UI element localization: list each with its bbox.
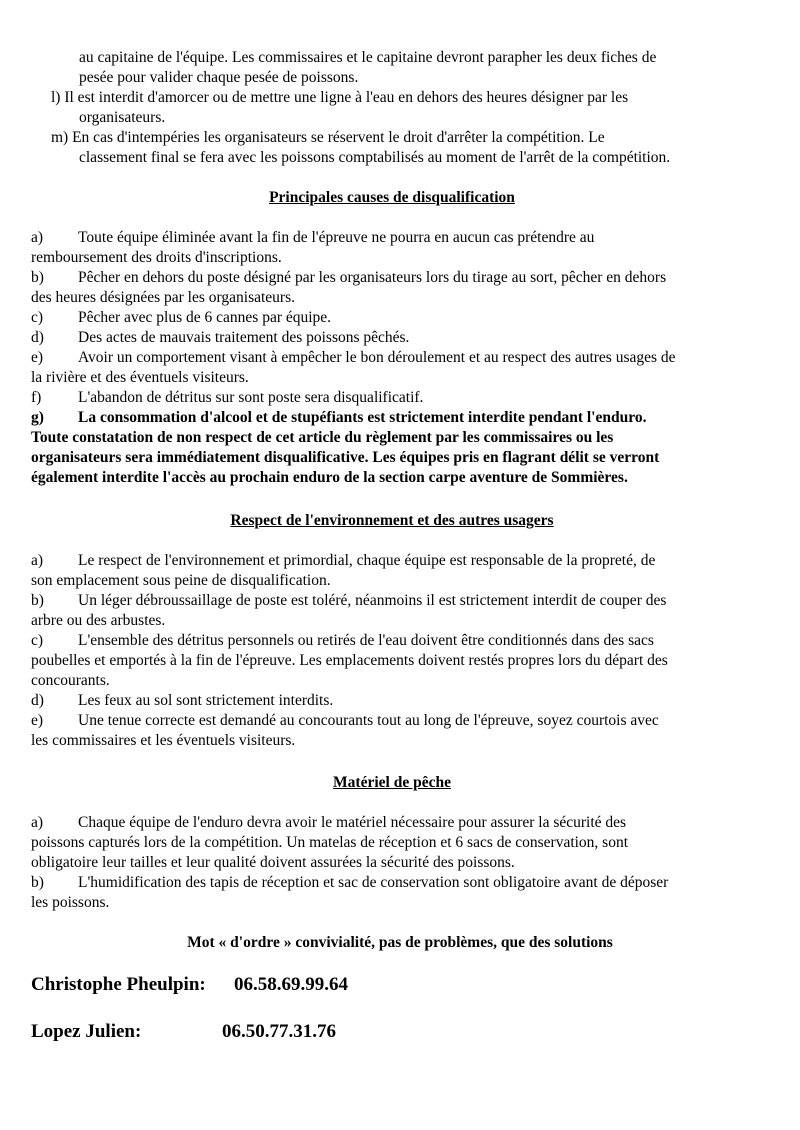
gear-a-text: Chaque équipe de l'enduro devra avoir le matériel nécessaire pour assurer la sécurité des xyxy=(78,814,627,831)
gear-b-line-1 xyxy=(31,873,668,893)
disq-c-text: Pêcher avec plus de 6 cannes par équipe. xyxy=(78,309,332,326)
item-m-line-2: classement final se fera avec les poissons comptabilisés au moment de l'arrêt de la compétition. xyxy=(79,149,671,166)
disq-e-line-1 xyxy=(31,348,676,368)
disq-a-label: a) xyxy=(31,229,44,246)
env-c-label: c) xyxy=(31,632,44,649)
disq-g-label: g) xyxy=(31,409,44,426)
env-a-label: a) xyxy=(31,552,44,569)
k-cont-line-2: pesée pour valider chaque pesée de poissons. xyxy=(79,69,359,86)
gear-a-line-2: poissons capturés lors de la compétition. Un matelas de réception et 6 sacs de conservation, sont xyxy=(31,834,629,851)
disq-d-text: Des actes de mauvais traitement des poissons pêchés. xyxy=(78,329,410,346)
motto: Mot « d'ordre » convivialité, pas de problèmes, que des solutions xyxy=(187,934,613,951)
section-title-disqualification: Principales causes de disqualification xyxy=(269,189,515,206)
disq-e-label: e) xyxy=(31,349,44,366)
gear-b-label: b) xyxy=(31,874,44,891)
item-m-line-1: m) En cas d'intempéries les organisateurs se réservent le droit d'arrêter la compétition. Le xyxy=(51,129,605,146)
disq-f-label: f) xyxy=(31,389,42,406)
env-b-line-2: arbre ou des arbustes. xyxy=(31,612,166,629)
disq-a-line-2: remboursement des droits d'inscriptions. xyxy=(31,249,282,266)
gear-a-line-3: obligatoire leur tailles et leur qualité doivent assurées la sécurité des poissons. xyxy=(31,854,515,871)
contact-phone-2[interactable]: 06.50.77.31.76 xyxy=(222,1021,336,1042)
disq-d-line-1 xyxy=(31,328,409,348)
env-e-text: Une tenue correcte est demandé au concourants tout au long de l'épreuve, soyez courtois avec xyxy=(78,712,659,729)
disq-g-line-4: également interdite l'accès au prochain enduro de la section carpe aventure de Sommières. xyxy=(31,469,628,486)
section-title-environment: Respect de l'environnement et des autres usagers xyxy=(230,512,554,529)
env-d-line-1 xyxy=(31,691,333,711)
env-d-label: d) xyxy=(31,692,44,709)
disq-c-label: c) xyxy=(31,309,44,326)
gear-b-text: L'humidification des tapis de réception et sac de conservation sont obligatoire avant de déposer xyxy=(78,874,669,891)
gear-a-line-1 xyxy=(31,813,626,833)
gear-a-label: a) xyxy=(31,814,44,831)
item-l-line-1: l) Il est interdit d'amorcer ou de mettre une ligne à l'eau en dehors des heures désigner par les xyxy=(51,89,629,106)
section-title-gear: Matériel de pêche xyxy=(333,774,451,791)
disq-a-line-1 xyxy=(31,228,594,248)
env-c-line-1 xyxy=(31,631,654,651)
disq-b-line-2: des heures désignées par les organisateurs. xyxy=(31,289,295,306)
env-a-line-1 xyxy=(31,551,655,571)
disq-b-line-1 xyxy=(31,268,666,288)
disq-e-line-2: la rivière et des éventuels visiteurs. xyxy=(31,369,249,386)
env-b-text: Un léger débroussaillage de poste est toléré, néanmoins il est strictement interdit de couper des xyxy=(78,592,667,609)
disq-g-line-3: organisateurs sera immédiatement disqualificative. Les équipes pris en flagrant délit se verront xyxy=(31,449,660,466)
k-cont-line-1: au capitaine de l'équipe. Les commissaires et le capitaine devront parapher les deux fiches de xyxy=(79,49,657,66)
contact-name-1: Christophe Pheulpin: xyxy=(31,974,206,995)
env-c-text: L'ensemble des détritus personnels ou retirés de l'eau doivent être conditionnés dans des sacs xyxy=(78,632,654,649)
disq-b-text: Pêcher en dehors du poste désigné par les organisateurs lors du tirage au sort, pêcher en dehors xyxy=(78,269,667,286)
disq-g-text: La consommation d'alcool et de stupéfiants est strictement interdite pendant l'enduro. xyxy=(78,409,647,426)
disq-f-text: L'abandon de détritus sur sont poste sera disqualificatif. xyxy=(78,389,424,406)
env-b-label: b) xyxy=(31,592,44,609)
item-l-line-2: organisateurs. xyxy=(79,109,166,126)
disq-a-text: Toute équipe éliminée avant la fin de l'épreuve ne pourra en aucun cas prétendre au xyxy=(78,229,595,246)
env-a-line-2: son emplacement sous peine de disqualification. xyxy=(31,572,331,589)
disq-b-label: b) xyxy=(31,269,44,286)
env-e-line-2: les commissaires et les éventuels visiteurs. xyxy=(31,732,296,749)
contact-name-2: Lopez Julien: xyxy=(31,1021,142,1042)
env-b-line-1 xyxy=(31,591,666,611)
disq-c-line-1 xyxy=(31,308,331,328)
env-e-label: e) xyxy=(31,712,44,729)
env-a-text: Le respect de l'environnement et primordial, chaque équipe est responsable de la propreté, de xyxy=(78,552,656,569)
disq-f-line-1 xyxy=(31,388,423,408)
gear-b-line-2: les poissons. xyxy=(31,894,110,911)
env-c-line-2: poubelles et emportés à la fin de l'épreuve. Les emplacements doivent restés propres lors du départ des xyxy=(31,652,668,669)
disq-g-line-1 xyxy=(31,408,646,428)
env-e-line-1 xyxy=(31,711,659,731)
disq-e-text: Avoir un comportement visant à empêcher le bon déroulement et au respect des autres usages de xyxy=(78,349,676,366)
disq-d-label: d) xyxy=(31,329,44,346)
env-d-text: Les feux au sol sont strictement interdits. xyxy=(78,692,334,709)
contact-phone-1[interactable]: 06.58.69.99.64 xyxy=(234,974,348,995)
disq-g-line-2: Toute constatation de non respect de cet article du règlement par les commissaires ou les xyxy=(31,429,614,446)
env-c-line-3: concourants. xyxy=(31,672,110,689)
